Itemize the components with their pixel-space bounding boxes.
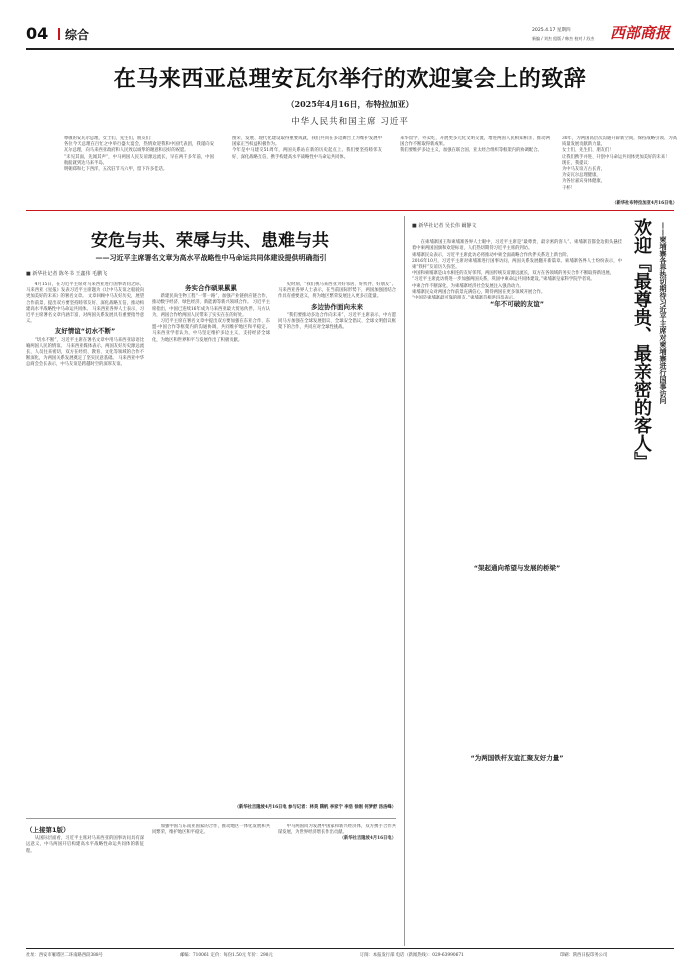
speech-column: 尊敬的安瓦尔总理，女士们，先生们，朋友们： 各位今天总理在百忙之中举行盛大宴会，热情欢迎我和中国代表团，我谨向安瓦尔总理，向马来西亚政府和人民致以诚挚的谢意和良好的祝愿。 “未见其面，先闻其声”，中马两国人民友谊源远流长，早在两千多年前，中国航船就到达马来半岛。 明朝郑和七下西洋，五次驻节马六甲，留下许多佳话。 xyxy=(64,136,214,173)
article1-subtitle: ——习近平主席署名文章为高水平战略性中马命运共同体建设提供明确指引 xyxy=(95,253,327,262)
speech-source: （新华社布特拉加亚4月16日电） xyxy=(612,201,677,206)
article1-column xyxy=(152,282,270,802)
article1-continued xyxy=(278,824,396,944)
speech-column: 30年，为两国高层次沟通开辟新空间，保持战略引领、为高质量发展贡献新力量。 女士们、先生们、朋友们！ 让我们携手并进、开创中马命运共同体更加美好的未来！ 现在，我提议： 为中马友谊万古长青， 为安瓦尔总理健康， 为各位嘉宾身体健康， 干杯！ xyxy=(562,136,677,191)
article1-column xyxy=(26,282,144,802)
date-line: 2025.4.17 星期四 xyxy=(532,28,571,33)
section-subheading: 多边协作面向未来 xyxy=(311,302,363,311)
section-name: 综合 xyxy=(65,28,90,42)
paragraph: 中马两国同为发展中国家和新兴经济体，双方携手合作共谋发展，为世界经济增长作出贡献。 xyxy=(278,824,396,836)
paragraph: “我们要推动多边合作向未来”，习近平主席表示，中方愿同马方加强在全球发展倡议、全球安全倡议、全球文明倡议框架下的合作，共同应对全球性挑战。 xyxy=(278,312,396,331)
paragraph: 在柬埔寨国王和柬埔寨各界人士眼中，习近平主席是“最尊贵、最亲密的客人”。柬埔寨首都金边街头悬挂着中柬两国国旗和欢迎标语，人们热切期待习近平主席的到访。 柬埔寨民众表示，习近平主席此访必将推动中柬全面战略合作伙伴关系迈上新台阶。 2016年10月，习近平主席对柬埔寨进行国事访问，两国关系发展翻开新篇章。柬埔寨各界人士纷纷表示，中柬“铁杆”友谊历久弥坚。 中国和柬埔寨是山水相连的友好邻邦，两国传统友谊源远流长，双方在各领域的务实合作不断取得新进展。 “习近平主席此访将进一步加强两国关系，巩固中柬命运共同体建设。”柬埔寨皇家科学院学者说。 中柬合作不断深化，为柬埔寨经济社会发展注入强劲动力。 柬埔寨民众对两国合作前景充满信心，期待两国在更多领域开展合作。 xyxy=(412,240,622,295)
paragraph: 加强中国与东南亚国家的合作，推动地区一体化发展和共同繁荣，维护地区和平稳定。 xyxy=(152,824,270,836)
section-subheading: 友好情谊“切水不断” xyxy=(54,327,116,336)
speech-column: 来华留学、外卖吃，开展更多元化文明交流，增进两国人民相知相亲，推动两国合作不断取得新成果。 我们要维护多边主义，加强在联合国、亚太经合组织等框架内的协调配合。 xyxy=(400,136,550,154)
article2-vertical-subtitle: ——柬埔寨各界热切期待习近平主席对柬埔寨进行国事访问 xyxy=(659,222,668,404)
paragraph: 史时刻，“我们视马来西亚为好邻居、好伙伴、好朋友”。 马来西亚各界人士表示，在当前国际形势下，两国加强团结合作具有重要意义，将为地区繁荣发展注入更多正能量。 xyxy=(278,282,396,300)
speech-author: 中华人民共和国主席 习近平 xyxy=(291,117,409,127)
brand-logo: 西部商报 xyxy=(610,24,671,42)
footer-printer: 印刷：陕西日报印务公司 xyxy=(560,953,608,958)
speech-subtitle: （2025年4月16日，布特拉加亚） xyxy=(286,99,414,109)
footer-subscribe: 订阅：本报发行部 电话（新闻热线）：029-63990671 xyxy=(360,953,464,958)
article1-continued xyxy=(26,824,144,944)
article1-title: 安危与共、荣辱与共、患难与共 xyxy=(91,231,329,251)
editors-line: 新编 / 刘杰 组版 / 韩杰 校对 / 苏杰 xyxy=(532,36,595,41)
section-bar-icon xyxy=(58,28,60,40)
paragraph: （新华社吉隆坡4月16日电） xyxy=(339,836,396,842)
footer-price: 邮编：710061 定价：每份1.50元 年价：298元 xyxy=(180,953,273,958)
speech-headline: 在马来西亚总理安瓦尔举行的欢迎宴会上的致辞 xyxy=(113,67,587,92)
section-subheading: 务实合作硕果累累 xyxy=(185,284,237,292)
article2-byline: ■ 新华社记者 吴长伟 阚静文 xyxy=(412,223,477,229)
article1-source: （新华社吉隆坡4月16日电 参与记者：林昊 隋帆 李家宁 李浩 徐刚 何梦舒 汤洁峰） xyxy=(234,805,396,810)
page-number: 04 xyxy=(26,24,49,43)
article1-continued xyxy=(152,824,270,944)
article2-vertical-title: 欢迎『最尊贵、最亲密的客人』 xyxy=(631,218,652,470)
speech-column: 图荣、发展、现代化建设取得重要成就，我们共同在多边舞台上为维护发展中国家正当权益积极作为。 今年是中马建交51周年，两国关系站在新的历史起点上。我们要坚持睦邻友好、深化战略互信，携手构建高水平战略性中马命运共同体。 xyxy=(232,136,382,160)
paragraph: 习近平主席在署名文章中提出双方要加强在东亚合作、东盟-中国合作等框架内的沟通协调，共同维护地区和平稳定。 马来西亚学者认为，中马坚定维护多边主义，支持经济全球化，为地区和世界和平与发展作出了积极贡献。 xyxy=(152,319,270,343)
paragraph: 新建民尚生物工程“一带一路”，加强产业链供应链合作，推动数字经济、绿色经济、新能源等新兴领域合作。 习近平主席指出，中国已连续16年成为马来西亚最大贸易伙伴。马方认为，两国合作给两国人民带来了实实在在的好处。 xyxy=(152,294,270,318)
article2-subheading: “年不可破的友谊” xyxy=(412,299,622,308)
article2-subheading: “架起通向希望与发展的桥梁” xyxy=(412,563,622,572)
article1-column xyxy=(278,282,396,802)
paragraph: 从国际层面看，习近平主席对马来西亚的国事访问具有深远意义，中马两国开启构建高水平战略性命运共同体的新征程。 xyxy=(26,836,144,854)
article2-subheading: “为两国铁杆友谊汇聚友好力量” xyxy=(412,753,622,762)
footer-address: 社址：西安市雁塔区二环南路西段388号 xyxy=(26,953,103,958)
continued-label: （上接第1版） xyxy=(26,826,70,834)
paragraph: “切水不断”，习近平主席在署名文章中用马来西亚谚语比喻两国人民的情谊。 马来西亚媒体表示，两国友好历史源远流长，人员往来密切，双方在经贸、教育、文化等领域的合作不断深化，为两国关系发展奠定了坚实民意基础。 马来西亚中华总商会会长表示，中马友谊是跨越时空的深厚友谊。 xyxy=(26,337,144,368)
paragraph: 4月15日，在习近平主席对马来西亚进行国事访问之际，马来西亚《星报》发表习近平主席题为《让中马友谊之船驶向更加美好的未来》的署名文章。 文章回顾中马友好历史，展望合作前景，提出双方要坚持睦邻友好、深化战略互信，推动构建高水平战略性中马命运共同体。 马来西亚各界人士表示，习近平主席署名文章内涵丰富，对两国关系发展具有重要指导意义。 xyxy=(26,282,144,325)
article1-byline: ■ 新华社记者 陈冬书 王鑫伟 毛鹏飞 xyxy=(26,271,108,277)
article2-column xyxy=(412,234,622,940)
